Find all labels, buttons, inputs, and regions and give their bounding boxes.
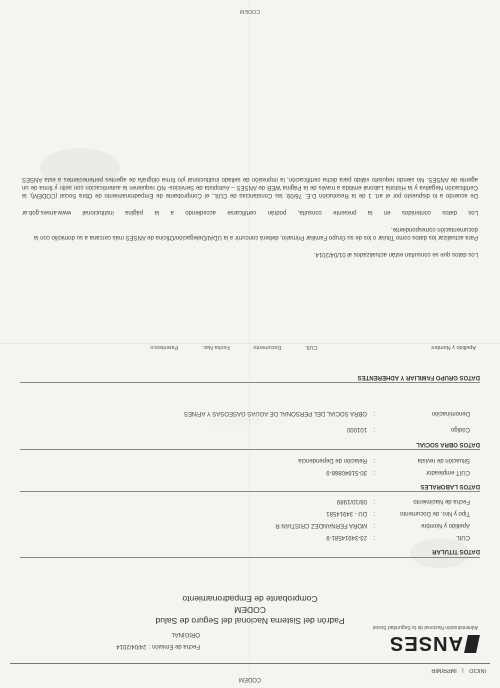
titular-birthdate-row: Fecha de Nacimiento:08/10/1989 — [336, 498, 470, 504]
column-header: CUIL — [305, 344, 318, 350]
row-value: MORA FERNANDEZ CRISTIAN R — [275, 522, 367, 528]
titular-name-row: Apellido y Nombre:MORA FERNANDEZ CRISTIAN R — [275, 522, 470, 528]
titular-document-row: Tipo y Nro. de Documento:DU - 34914581 — [326, 510, 470, 516]
column-header: Fecha Nac. — [201, 344, 230, 350]
title-codem: CODEM — [234, 605, 266, 615]
column-header: Documento — [253, 344, 282, 350]
section-titular-heading: DATOS TITULAR — [432, 548, 480, 554]
section-rule — [20, 382, 480, 383]
emission-date-value: 24/04/2014 — [116, 643, 147, 649]
obra-social-denominacion-row: Denominación:OBRA SOCIAL DEL PERSONAL DE AGUAS GASEOSAS Y AFINES — [183, 410, 470, 416]
legal-text — [22, 166, 478, 258]
top-nav — [427, 667, 486, 673]
family-table-header — [128, 344, 476, 350]
anses-mark-icon — [464, 635, 480, 653]
emission-date-label: Fecha de Emisión : — [148, 643, 200, 649]
section-rule — [20, 449, 480, 450]
row-key: Código — [450, 426, 470, 432]
row-value: OBRA SOCIAL DEL PERSONAL DE AGUAS GASEOSAS Y AFINES — [183, 410, 367, 416]
certification-notice: Los datos contenidos en la presente consulta, podrán certificarse accediendo a la página institucional www.anses.gob.ar — [22, 209, 478, 215]
titular-cuil-row: CUIL:23-34914581-9 — [326, 534, 470, 540]
nav-inicio-link[interactable]: INICIO — [469, 667, 486, 673]
document-titles — [40, 593, 460, 626]
row-key: Tipo y Nro. de Documento — [400, 510, 470, 516]
row-value: 101000 — [346, 426, 367, 432]
bleed-through: ▒▒▒▒▒▒▒▒▒▒▒▒ — [208, 418, 260, 424]
page-header-title: CODEM — [238, 676, 262, 682]
row-key: Apellido y Nombre — [420, 522, 470, 528]
laborales-cuit-row: CUIT empleador:30-51840868-9 — [326, 469, 470, 475]
original-mark: ORIGINAL — [171, 631, 200, 637]
laborales-situacion-row: Situación de revista:Relación de Dependencia — [298, 457, 470, 463]
section-obra-social-heading: DATOS OBRA SOCIAL — [416, 441, 480, 447]
page-footer: CODEM — [239, 8, 261, 14]
update-instructions: Para actualizar los datos como Titular o los de su Grupo Familiar Primario, deberá concurrir a la UDAI/Delegación/Oficina de ANSES más cercana a su domicilio con la documentación correspondiente. — [33, 226, 478, 240]
row-key: CUIL — [456, 534, 470, 540]
row-value: DU - 34914581 — [326, 510, 367, 516]
section-laborales-heading: DATOS LABORALES — [420, 483, 480, 489]
row-value: 30-51840868-9 — [326, 469, 367, 475]
logo-subtitle: Administración Nacional de la Seguridad Social — [372, 624, 478, 630]
row-value: 23-34914581-9 — [326, 534, 367, 540]
nav-imprimir-link[interactable]: IMPRIMIR — [431, 667, 457, 673]
column-header: Parentesco — [150, 344, 179, 350]
top-rule — [10, 663, 490, 664]
logo-brand: ANSES — [389, 632, 463, 654]
title-padron: Padrón del Sistema Nacional del Seguro de Salud — [155, 616, 345, 626]
resolution-notice: De acuerdo a lo dispuesto por el art. 1 de la Resolución D.E. 76/09, las Constancias de CUIL, el Comprobante de Empadronamiento de Obra Social (CODEM), la Certificación Negativa y la Historia Laboral emitida a través de la Página WEB de ANSES – Autopista de Servicios- NO requieren la autenticación con sello y firma de un agente de ANSES. No siendo requisito válido para dicha certificación, la impresión de sellado institucional y/o firma ológrafa de agentes pertenecientes a esta ANSES — [22, 176, 478, 198]
obra-social-codigo-row: Código:101000 — [346, 426, 470, 432]
row-value: Relación de Dependencia — [298, 457, 367, 463]
section-familia-heading: DATOS GRUPO FAMILIAR Y ADHERENTES — [357, 374, 480, 380]
emission-meta — [116, 628, 200, 652]
nav-separator: | — [462, 667, 464, 673]
data-update-notice: Los datos que se consultan están actualizados al 01/04/2014. — [313, 251, 478, 257]
row-key: Situación de revista — [417, 457, 470, 463]
section-rule — [20, 557, 480, 558]
row-value: 08/10/1989 — [336, 498, 367, 504]
anses-logo — [373, 624, 478, 654]
row-key: Denominación — [431, 410, 470, 416]
row-key: Fecha de Nacimiento — [413, 498, 470, 504]
title-comprobante: Comprobante de Empadronamiento — [182, 594, 318, 604]
section-rule — [20, 491, 480, 492]
column-header: Apellido y Nombre — [431, 344, 476, 350]
row-key: CUIT empleador — [426, 469, 470, 475]
